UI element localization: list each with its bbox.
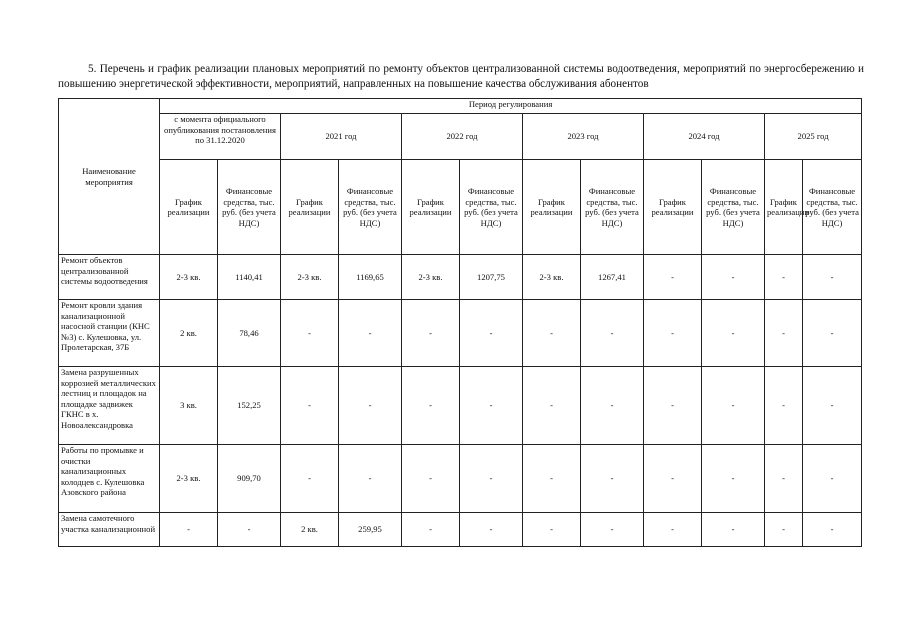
table-cell: - <box>339 300 402 367</box>
table-cell: - <box>644 445 702 513</box>
table-cell: - <box>402 513 460 547</box>
finance-subheader: Финансовые средства, тыс. руб. (без учета НДС) <box>218 160 281 255</box>
table-cell: - <box>702 367 765 445</box>
table-cell: 3 кв. <box>160 367 218 445</box>
table-cell: 1267,41 <box>581 255 644 300</box>
table-cell: - <box>281 300 339 367</box>
table-cell: 78,46 <box>218 300 281 367</box>
finance-subheader: Финансовые средства, тыс. руб. (без учета НДС) <box>803 160 862 255</box>
table-cell: - <box>702 255 765 300</box>
table-cell: - <box>523 445 581 513</box>
table-row <box>59 513 862 547</box>
table-cell: - <box>581 300 644 367</box>
schedule-subheader: График реализации <box>160 160 218 255</box>
table-cell: - <box>644 513 702 547</box>
table-cell: 1207,75 <box>460 255 523 300</box>
table-cell: - <box>281 445 339 513</box>
period-header: Период регулирования <box>160 99 862 114</box>
finance-subheader: Финансовые средства, тыс. руб. (без учета НДС) <box>460 160 523 255</box>
table-row <box>59 445 862 513</box>
table-cell: - <box>644 300 702 367</box>
activity-name: Замена разрушенных коррозией металлических лестниц и площадок на площадке задвижек ГКНС в х. Новоалександровка <box>59 367 160 445</box>
period-2025-header: 2025 год <box>765 114 862 160</box>
schedule-subheader: График реализации <box>765 160 803 255</box>
finance-subheader: Финансовые средства, тыс. руб. (без учета НДС) <box>339 160 402 255</box>
table-cell: - <box>803 300 862 367</box>
table-cell: - <box>339 367 402 445</box>
table-cell: - <box>803 367 862 445</box>
schedule-subheader: График реализации <box>644 160 702 255</box>
table-cell: 2 кв. <box>281 513 339 547</box>
table-cell: 259,95 <box>339 513 402 547</box>
table-cell: - <box>523 367 581 445</box>
table-cell: - <box>523 513 581 547</box>
period-2022-header: 2022 год <box>402 114 523 160</box>
table-cell: - <box>402 367 460 445</box>
table-cell: 2-3 кв. <box>160 445 218 513</box>
name-column-header: Наименование мероприятия <box>59 99 160 255</box>
table-cell: - <box>765 445 803 513</box>
activity-name: Ремонт кровли здания канализационной насосной станции (КНС №3) с. Кулешовка, ул. Пролетарская, 37Б <box>59 300 160 367</box>
section-heading <box>58 62 864 92</box>
table-cell: - <box>402 300 460 367</box>
table-cell: - <box>702 445 765 513</box>
table-row <box>59 300 862 367</box>
period-2021-header: 2021 год <box>281 114 402 160</box>
table-cell: - <box>281 367 339 445</box>
table-cell: 152,25 <box>218 367 281 445</box>
table-cell: - <box>644 255 702 300</box>
table-cell: - <box>460 445 523 513</box>
table-cell: 1169,65 <box>339 255 402 300</box>
period-2023-header: 2023 год <box>523 114 644 160</box>
table-cell: 2-3 кв. <box>523 255 581 300</box>
table-cell: - <box>160 513 218 547</box>
table-cell: - <box>218 513 281 547</box>
table-cell: - <box>581 445 644 513</box>
table-cell: 909,70 <box>218 445 281 513</box>
table-cell: - <box>644 367 702 445</box>
table-cell: - <box>702 300 765 367</box>
table-cell: - <box>765 255 803 300</box>
table-cell: - <box>765 300 803 367</box>
table-cell: 2 кв. <box>160 300 218 367</box>
table-cell: 2-3 кв. <box>281 255 339 300</box>
period-initial-header: с момента официального опубликования постановления по 31.12.2020 <box>160 114 281 160</box>
table-cell: - <box>702 513 765 547</box>
table-cell: - <box>581 513 644 547</box>
table-cell: - <box>460 367 523 445</box>
table-cell: - <box>765 367 803 445</box>
table-cell: 2-3 кв. <box>160 255 218 300</box>
table-cell: 2-3 кв. <box>402 255 460 300</box>
activity-name: Замена самотечного участка канализационной <box>59 513 160 547</box>
table-row <box>59 255 862 300</box>
table-cell: - <box>523 300 581 367</box>
table-cell: - <box>581 367 644 445</box>
period-2024-header: 2024 год <box>644 114 765 160</box>
table-cell: - <box>402 445 460 513</box>
table-cell: - <box>460 513 523 547</box>
table-cell: - <box>339 445 402 513</box>
finance-subheader: Финансовые средства, тыс. руб. (без учета НДС) <box>702 160 765 255</box>
table-cell: - <box>803 445 862 513</box>
table-cell: - <box>765 513 803 547</box>
activity-name: Работы по промывке и очистки канализационных колодцев с. Кулешовка Азовского района <box>59 445 160 513</box>
schedule-subheader: График реализации <box>523 160 581 255</box>
finance-subheader: Финансовые средства, тыс. руб. (без учета НДС) <box>581 160 644 255</box>
activities-table <box>58 98 862 547</box>
schedule-subheader: График реализации <box>281 160 339 255</box>
table-cell: - <box>803 513 862 547</box>
table-row <box>59 367 862 445</box>
activity-name: Ремонт объектов централизованной системы водоотведения <box>59 255 160 300</box>
table-cell: - <box>460 300 523 367</box>
table-cell: 1140,41 <box>218 255 281 300</box>
table-cell: - <box>803 255 862 300</box>
schedule-subheader: График реализации <box>402 160 460 255</box>
section-heading-text: 5. Перечень и график реализации плановых мероприятий по ремонту объектов централизованной системы водоотведения, мероприятий по энергосбережению и повышению энергетической эффективности, мероприятий, направленных на повышение качества обслуживания абонентов <box>58 63 864 90</box>
